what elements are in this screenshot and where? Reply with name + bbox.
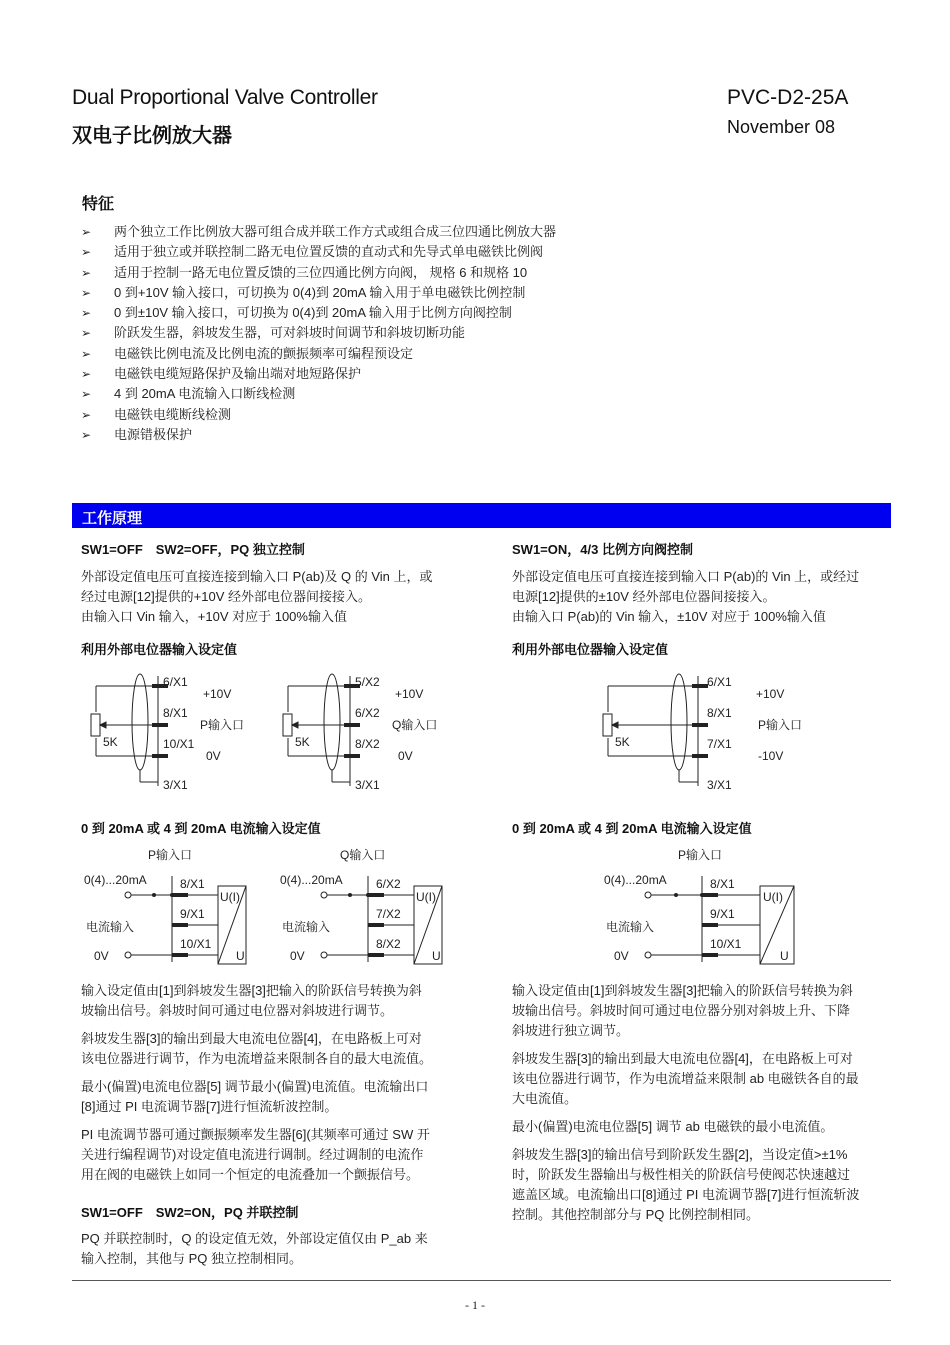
text-line: 最小(偏置)电流电位器[5] 调节最小(偏置)电流值。电流输出口 (81, 1079, 429, 1094)
text-line: 控制。其他控制部分与 PQ 比例控制相同。 (512, 1207, 760, 1222)
converter-label: U(I) (220, 890, 240, 904)
text-line: [8]通过 PI 电流调节器[7]进行恒流斩波控制。 (81, 1099, 338, 1114)
current-input-label: 电流输入 (282, 920, 331, 934)
terminal-1: 6/X2 (376, 877, 401, 891)
features-title: 特征 (82, 196, 115, 213)
text-line: 斜坡发生器[3]的输出信号到阶跃发生器[2]，当设定值>±1% (512, 1147, 848, 1162)
feature-text: 电磁铁比例电流及比例电流的颤振频率可编程预设定 (114, 345, 414, 361)
terminal-1: 6/X1 (707, 675, 732, 689)
bullet-arrow-icon: ➢ (81, 427, 92, 442)
text-line: 坡输出信号。斜坡时间可通过电位器对斜坡进行调节。 (81, 1003, 394, 1018)
terminal-mark (172, 893, 188, 897)
terminal-mark (344, 723, 360, 727)
text-line: 外部设定值电压可直接连接到输入口 P(ab)的 Vin 上，或经过 (512, 569, 860, 584)
text-line: 输入设定值由[1]到斜坡发生器[3]把输入的阶跃信号转换为斜 (512, 983, 853, 998)
feature-item (81, 222, 556, 242)
footer-rule (72, 1280, 891, 1281)
terminal-4: 3/X1 (355, 778, 380, 792)
feature-item (81, 364, 556, 384)
terminal-mark (152, 754, 168, 758)
left-intro (81, 567, 481, 627)
terminal-2: 9/X1 (180, 907, 205, 921)
bullet-arrow-icon: ➢ (81, 346, 92, 361)
terminal-3: 8/X2 (376, 937, 401, 951)
terminal-4: 3/X1 (163, 778, 188, 792)
paragraph (512, 1049, 912, 1109)
terminal-mark (692, 684, 708, 688)
feature-item (81, 242, 556, 262)
feature-text: 适用于独立或并联控制二路无电位置反馈的直动式和先导式单电磁铁比例阀 (114, 244, 544, 260)
text-line: 斜坡进行独立调节。 (512, 1023, 630, 1038)
resistance-label: 5K (103, 735, 118, 749)
range-label: 0(4)...20mA (84, 873, 147, 887)
junction-dot (348, 893, 352, 897)
terminal-1: 6/X1 (163, 675, 188, 689)
input-terminal-circle (321, 892, 327, 898)
current-diagram-q (278, 842, 468, 970)
feature-item (81, 405, 556, 425)
text-line: 大电流值。 (512, 1091, 578, 1106)
terminal-1: 8/X1 (710, 877, 735, 891)
terminal-3: 10/X1 (163, 737, 195, 751)
feature-text: 0 到+10V 输入接口，可切换为 0(4)到 20mA 输入用于单电磁铁比例控制 (114, 284, 526, 300)
feature-text: 两个独立工作比例放大器可组合成并联工作方式或组合成三位四通比例放大器 (114, 224, 557, 239)
text-line: 输入设定值由[1]到斜坡发生器[3]把输入的阶跃信号转换为斜 (81, 983, 422, 998)
zero-terminal-circle (321, 952, 327, 958)
converter-label: U(I) (763, 890, 783, 904)
terminal-mark (172, 953, 188, 957)
text-line: 由输入口 Vin 输入，+10V 对应于 100%输入值 (81, 609, 347, 624)
input-port-label: Q输入口 (392, 718, 438, 732)
potentiometer-body (283, 714, 292, 736)
terminal-3: 10/X1 (710, 937, 742, 951)
right-pot-heading: 利用外部电位器输入设定值 (512, 642, 669, 657)
paragraph (512, 1145, 912, 1225)
terminal-mark (702, 893, 718, 897)
text-line: 时，阶跃发生器输出与极性相关的阶跃信号使阀芯快速越过 (512, 1167, 851, 1182)
input-port-label: P输入口 (758, 718, 803, 732)
left-mode-heading: SW1=OFF SW2=OFF，PQ 独立控制 (81, 542, 305, 557)
left-current-heading: 0 到 20mA 或 4 到 20mA 电流输入设定值 (81, 821, 321, 836)
text-line: 由输入口 P(ab)的 Vin 输入，±10V 对应于 100%输入值 (512, 609, 826, 624)
feature-item (81, 344, 556, 364)
zero-volt-label: 0V (94, 949, 109, 963)
feature-text: 适用于控制一路无电位置反馈的三位四通比例方向阀， 规格 6 和规格 10 (114, 264, 528, 280)
terminal-mark (702, 923, 718, 927)
terminal-2: 7/X2 (376, 907, 401, 921)
zero-volt-label: 0V (290, 949, 305, 963)
zero-volt-label: 0V (614, 949, 629, 963)
feature-text: 4 到 20mA 电流输入口断线检测 (114, 386, 296, 402)
voltage-low: 0V (206, 749, 221, 763)
terminal-mark (152, 723, 168, 727)
bullet-arrow-icon: ➢ (81, 407, 92, 422)
text-line: 电源[12]提供的±10V 经外部电位器间接接入。 (512, 589, 776, 604)
principle-title: 工作原理 (82, 510, 143, 527)
zero-terminal-circle (125, 952, 131, 958)
terminal-3: 8/X2 (355, 737, 380, 751)
terminal-1: 5/X2 (355, 675, 380, 689)
paragraph (81, 1077, 481, 1117)
bullet-arrow-icon: ➢ (81, 265, 92, 280)
model-number: PVC-D2-25A (727, 86, 849, 109)
zero-terminal-circle (645, 952, 651, 958)
document-title-cn: 双电子比例放大器 (72, 125, 232, 147)
text-line: PI 电流调节器可通过颤振频率发生器[6](其频率可通过 SW 开 (81, 1127, 430, 1142)
input-terminal-circle (645, 892, 651, 898)
bullet-arrow-icon: ➢ (81, 367, 92, 382)
terminal-mark (692, 723, 708, 727)
right-paragraphs (512, 981, 912, 1225)
terminal-3: 10/X1 (180, 937, 212, 951)
terminal-2: 8/X1 (707, 706, 732, 720)
paragraph (81, 1125, 481, 1185)
junction-dot (152, 893, 156, 897)
feature-item (81, 425, 556, 445)
current-diagram-directional (602, 842, 802, 970)
resistance-label: 5K (295, 735, 310, 749)
left-paragraphs (81, 981, 481, 1185)
left-pot-heading: 利用外部电位器输入设定值 (81, 642, 238, 657)
bullet-arrow-icon: ➢ (81, 387, 92, 402)
output-label: U (780, 949, 789, 963)
voltage-high: +10V (756, 687, 785, 701)
feature-list (81, 222, 556, 445)
terminal-2: 6/X2 (355, 706, 380, 720)
paragraph (81, 981, 481, 1021)
feature-text: 电源错极保护 (114, 426, 193, 442)
potentiometer-body (603, 714, 612, 736)
paragraph (512, 1117, 912, 1137)
text-line: 遮盖区域。电流输出口[8]通过 PI 电流调节器[7]进行恒流斩波 (512, 1187, 860, 1202)
text-line: 该电位器进行调节，作为电流增益来限制各自的最大电流值。 (81, 1051, 433, 1066)
wiper-arrow (100, 722, 106, 728)
terminal-mark (368, 893, 384, 897)
feature-text: 0 到±10V 输入接口，可切换为 0(4)到 20mA 输入用于比例方向阀控制 (114, 305, 512, 321)
principle-section-bar (72, 503, 891, 528)
converter-label: U(I) (416, 890, 436, 904)
right-current-heading: 0 到 20mA 或 4 到 20mA 电流输入设定值 (512, 821, 752, 836)
current-input-label: 电流输入 (606, 920, 655, 934)
text-line: PQ 并联控制时，Q 的设定值无效，外部设定值仅由 P_ab 来 (81, 1231, 428, 1246)
wiper-arrow (612, 722, 618, 728)
terminal-mark (692, 754, 708, 758)
terminal-mark (172, 923, 188, 927)
page-number: - 1 - (465, 1298, 485, 1312)
text-line: 该电位器进行调节，作为电流增益来限制 ab 电磁铁各自的最 (512, 1071, 859, 1086)
voltage-high: +10V (203, 687, 232, 701)
paragraph (512, 981, 912, 1041)
text-line: 外部设定值电压可直接连接到输入口 P(ab)及 Q 的 Vin 上，或 (81, 569, 433, 584)
bullet-arrow-icon: ➢ (81, 306, 92, 321)
range-label: 0(4)...20mA (604, 873, 667, 887)
terminal-3: 7/X1 (707, 737, 732, 751)
voltage-low: -10V (758, 749, 784, 763)
terminal-1: 8/X1 (180, 877, 205, 891)
feature-item (81, 283, 556, 303)
pot-diagram-q (278, 672, 468, 797)
output-label: U (236, 949, 245, 963)
document-title-en: Dual Proportional Valve Controller (72, 86, 378, 109)
pot-diagram-directional (598, 672, 818, 797)
feature-text: 电磁铁电缆断线检测 (114, 406, 232, 422)
bullet-arrow-icon: ➢ (81, 326, 92, 341)
text-line: 用在阀的电磁铁上如同一个恒定的电流叠加一个颤振信号。 (81, 1167, 420, 1182)
text-line: 经过电源[12]提供的+10V 经外部电位器间接接入。 (81, 589, 372, 604)
right-intro (512, 567, 912, 627)
terminal-4: 3/X1 (707, 778, 732, 792)
input-port-label: P输入口 (200, 718, 245, 732)
diagram-title: Q输入口 (340, 848, 386, 862)
terminal-mark (344, 754, 360, 758)
parallel-mode-text (81, 1229, 481, 1269)
paragraph (81, 1029, 481, 1069)
voltage-high: +10V (395, 687, 424, 701)
terminal-mark (368, 923, 384, 927)
feature-item (81, 303, 556, 323)
terminal-2: 9/X1 (710, 907, 735, 921)
input-terminal-circle (125, 892, 131, 898)
document-date: November 08 (727, 117, 836, 137)
feature-text: 电磁铁电缆短路保护及输出端对地短路保护 (114, 366, 362, 382)
feature-item (81, 263, 556, 283)
terminal-mark (368, 953, 384, 957)
feature-text: 阶跃发生器，斜坡发生器，可对斜坡时间调节和斜坡切断功能 (114, 325, 466, 341)
feature-item (81, 384, 556, 404)
text-line: 最小(偏置)电流电位器[5] 调节 ab 电磁铁的最小电流值。 (512, 1119, 834, 1134)
bullet-arrow-icon: ➢ (81, 225, 92, 239)
diagram-title: P输入口 (678, 848, 723, 862)
terminal-2: 8/X1 (163, 706, 188, 720)
voltage-low: 0V (398, 749, 413, 763)
resistance-label: 5K (615, 735, 630, 749)
current-input-label: 电流输入 (86, 920, 135, 934)
text-line: 斜坡发生器[3]的输出到最大电流电位器[4]，在电路板上可对 (81, 1031, 422, 1046)
current-diagram-p (82, 842, 272, 970)
parallel-mode-heading: SW1=OFF SW2=ON，PQ 并联控制 (81, 1205, 299, 1220)
pot-diagram-p (86, 672, 266, 797)
right-mode-heading: SW1=ON，4/3 比例方向阀控制 (512, 542, 693, 557)
bullet-arrow-icon: ➢ (81, 245, 92, 260)
junction-dot (674, 893, 678, 897)
potentiometer-body (91, 714, 100, 736)
text-line: 输入控制，其他与 PQ 独立控制相同。 (81, 1251, 303, 1266)
output-label: U (432, 949, 441, 963)
text-line: 关进行编程调节)对设定值电流进行调制。经过调制的电流作 (81, 1147, 424, 1162)
range-label: 0(4)...20mA (280, 873, 343, 887)
text-line: 坡输出信号。斜坡时间可通过电位器分别对斜坡上升、下降 (512, 1003, 851, 1018)
text-line: 斜坡发生器[3]的输出到最大电流电位器[4]，在电路板上可对 (512, 1051, 853, 1066)
diagram-title: P输入口 (148, 848, 193, 862)
wiper-arrow (292, 722, 298, 728)
bullet-arrow-icon: ➢ (81, 285, 92, 300)
feature-item (81, 323, 556, 343)
terminal-mark (702, 953, 718, 957)
